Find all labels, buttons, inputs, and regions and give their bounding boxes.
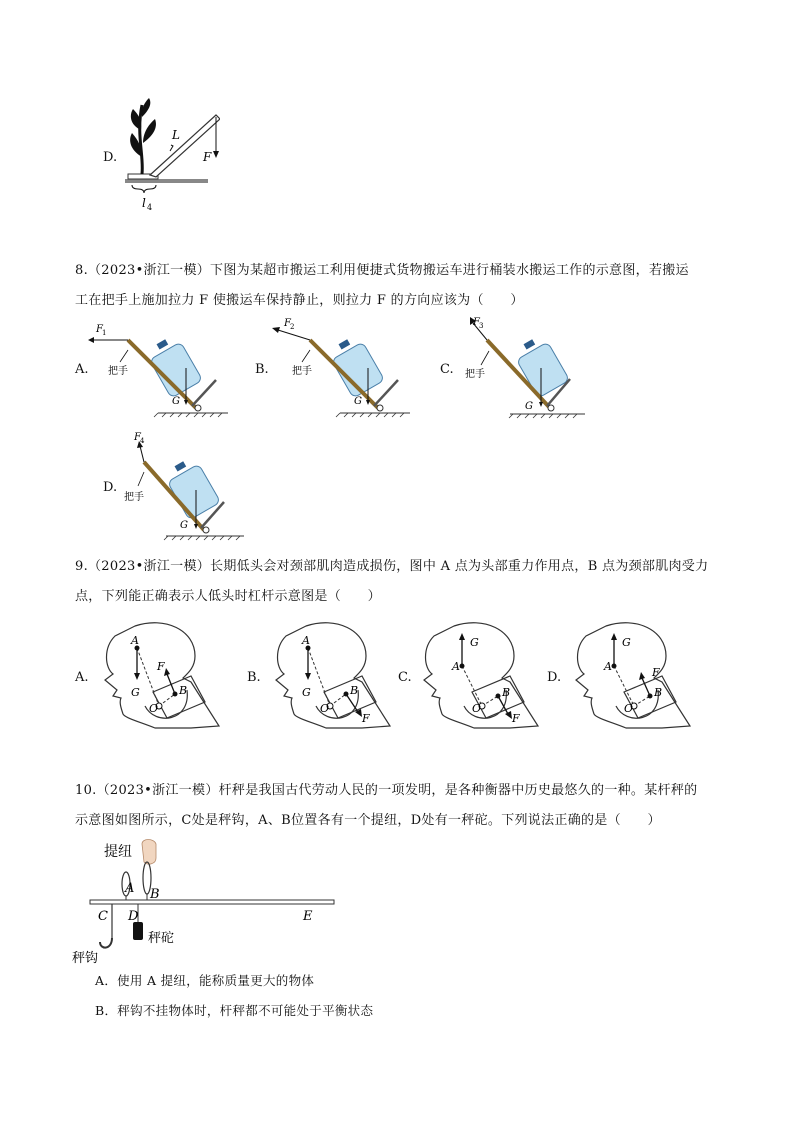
q9-d-A: A bbox=[604, 660, 612, 673]
q8-question-line2: 工在把手上施加拉力 F 使搬运车保持静止，则拉力 F 的方向应该为（ ） bbox=[75, 293, 524, 308]
q10-option-a[interactable]: A．使用 A 提纽，能称质量更大的物体 bbox=[95, 973, 315, 988]
q9-option-c-label[interactable]: C. bbox=[398, 670, 412, 685]
q9-d-B: B bbox=[654, 686, 663, 699]
q7-option-d-label[interactable]: D. bbox=[103, 150, 118, 165]
q7-F-label: F bbox=[203, 150, 212, 164]
q10-hook-label: 秤钩 bbox=[72, 951, 99, 966]
hand-icon bbox=[142, 840, 156, 865]
q9-option-a-label[interactable]: A. bbox=[75, 670, 89, 685]
q9-option-a-figure bbox=[95, 618, 225, 738]
q9-c-B: B bbox=[502, 686, 511, 699]
q8-a-handle-label: 把手 bbox=[108, 366, 128, 377]
q9-b-B: B bbox=[350, 684, 359, 697]
q9-option-b-label[interactable]: B. bbox=[247, 670, 261, 685]
q8-option-b-label[interactable]: B. bbox=[255, 362, 269, 377]
ground-strip bbox=[125, 179, 208, 183]
q8-d-G-label: G bbox=[180, 520, 188, 531]
q10-question-line1: 10.（2023•浙江一模）杆秤是我国古代劳动人民的一项发明，是各种衡器中历史最悠久的一种。某杆秤的 bbox=[75, 783, 698, 798]
q10-weight-label: 秤砣 bbox=[148, 931, 175, 946]
q8-d-force-sub: 4 bbox=[140, 437, 145, 445]
q7-l-label: l bbox=[142, 196, 146, 210]
q9-c-F: F bbox=[512, 712, 520, 725]
q8-c-force-sub: 3 bbox=[479, 322, 484, 330]
q9-c-A: A bbox=[452, 660, 460, 673]
q10-question-line2: 示意图如图所示，C处是秤钩，A、B位置各有一个提纽，D处有一秤砣。下列说法正确的是（ ） bbox=[75, 813, 661, 828]
q8-option-d-figure bbox=[118, 430, 258, 545]
q8-option-a-label[interactable]: A. bbox=[75, 362, 89, 377]
q8-option-c-figure bbox=[455, 313, 605, 423]
q10-B-label: B bbox=[150, 887, 160, 902]
q8-option-a-figure bbox=[88, 318, 238, 423]
q9-d-G: G bbox=[622, 636, 631, 649]
q9-c-O: O bbox=[472, 702, 482, 715]
q10-steelyard-figure bbox=[70, 838, 340, 966]
q8-b-handle-label: 把手 bbox=[292, 366, 312, 377]
q8-b-force-label: F bbox=[284, 318, 291, 329]
q10-D-label: D bbox=[128, 909, 139, 924]
q8-b-G-label: G bbox=[354, 396, 362, 407]
q9-a-F: F bbox=[157, 660, 165, 673]
q8-option-d-label[interactable]: D. bbox=[103, 480, 118, 495]
q8-c-handle-label: 把手 bbox=[465, 369, 485, 380]
q7-lever-plant-figure bbox=[120, 95, 220, 215]
q10-E-label: E bbox=[303, 909, 313, 924]
q9-b-A: A bbox=[302, 634, 310, 647]
q8-a-force-label: F bbox=[96, 324, 103, 335]
head-silhouette bbox=[276, 623, 390, 728]
q8-option-c-label[interactable]: C. bbox=[440, 362, 454, 377]
q7-l-subscript: 4 bbox=[147, 203, 153, 212]
q8-c-G-label: G bbox=[525, 401, 533, 412]
q9-a-O: O bbox=[149, 702, 159, 715]
q9-b-O: O bbox=[320, 702, 330, 715]
q9-b-G: G bbox=[302, 686, 311, 699]
q8-b-force-sub: 2 bbox=[290, 323, 295, 331]
weight-block bbox=[133, 922, 143, 940]
q10-A-label: A bbox=[125, 881, 135, 896]
q8-option-b-figure bbox=[270, 318, 420, 423]
q8-c-force-label: F bbox=[473, 317, 480, 328]
head-silhouette bbox=[105, 623, 219, 728]
q9-option-b-figure bbox=[266, 618, 396, 738]
q8-d-handle-label: 把手 bbox=[124, 492, 144, 503]
q8-a-G-label: G bbox=[172, 396, 180, 407]
q9-d-F: F bbox=[652, 666, 660, 679]
q8-d-force-label: F bbox=[134, 432, 141, 443]
q9-option-d-figure bbox=[566, 618, 696, 738]
q9-question-line1: 9.（2023•浙江一模）长期低头会对颈部肌肉造成损伤，图中 A 点为头部重力作用点，B 点为颈部肌肉受力 bbox=[75, 559, 709, 574]
q9-question-line2: 点，下列能正确表示人低头时杠杆示意图是（ ） bbox=[75, 589, 381, 604]
q9-a-B: B bbox=[179, 684, 188, 697]
q9-d-O: O bbox=[624, 702, 634, 715]
q9-c-G: G bbox=[470, 636, 479, 649]
q9-a-A: A bbox=[131, 634, 139, 647]
q10-option-b[interactable]: B．秤钩不挂物体时，杆秤都不可能处于平衡状态 bbox=[95, 1003, 374, 1018]
q9-option-c-figure bbox=[414, 618, 544, 738]
q10-tizhu-label: 提纽 bbox=[104, 844, 132, 860]
q9-b-F: F bbox=[362, 712, 370, 725]
q9-a-G: G bbox=[131, 686, 140, 699]
q9-option-d-label[interactable]: D. bbox=[547, 670, 562, 685]
q8-a-force-sub: 1 bbox=[102, 329, 107, 337]
q7-L-label: L bbox=[172, 128, 180, 142]
q10-C-label: C bbox=[98, 909, 108, 924]
q8-question-line1: 8.（2023•浙江一模）下图为某超市搬运工利用便捷式货物搬运车进行桶装水搬运工作的示意图，若搬运 bbox=[75, 263, 689, 278]
